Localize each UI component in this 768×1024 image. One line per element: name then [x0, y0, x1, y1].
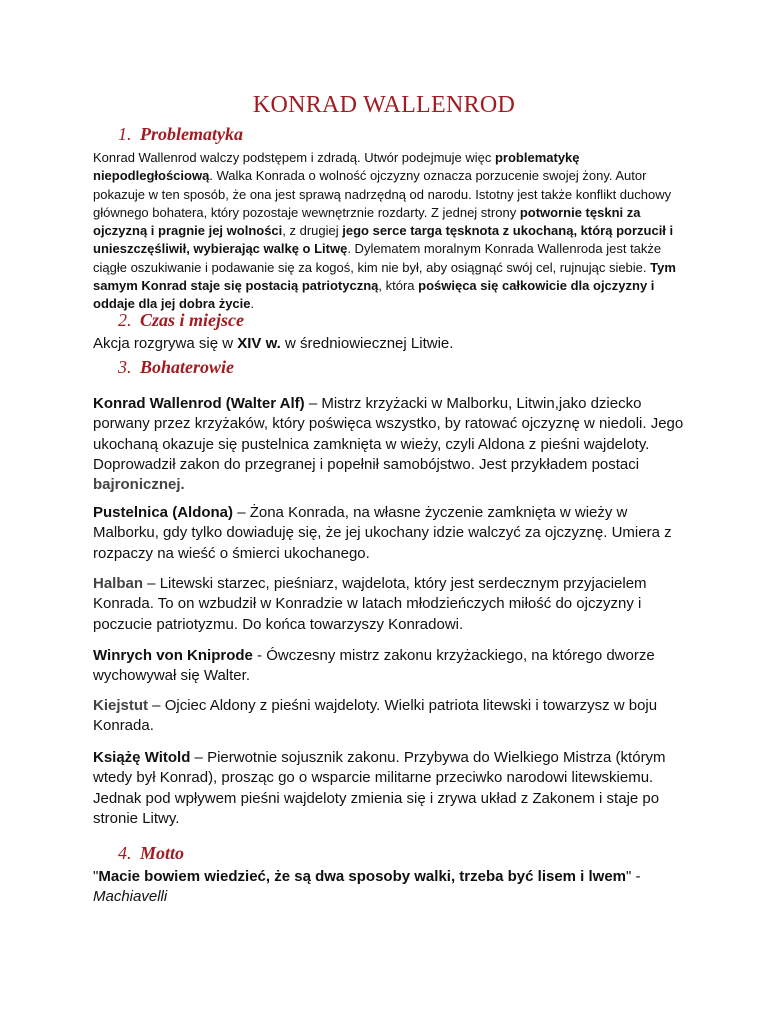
character-description: – Litewski starzec, pieśniarz, wajdelota, który jest serdecznym przyjacielem Konrada. To on wzbudził w Konradzie w latach młodzieńczych miłość do ojczyzny i poczucie patriotyzmu. Do końca towarzyszy Konradowi. — [93, 575, 647, 633]
character-name: Kiejstut — [93, 697, 149, 714]
text-run: , z drugiej — [282, 223, 343, 239]
bold-run: problematykę niepodległościową — [93, 150, 580, 184]
character-name: Winrych von Kniprode — [93, 647, 253, 664]
bold-run: jego serce targa tęsknota z ukochaną, którą porzucił i unieszczęśliwił, wybierając walkę o Litwę — [93, 223, 674, 257]
character-description: - Ówczesny mistrz zakonu krzyżackiego, na którego dworze wychowywał się Walter. — [93, 647, 655, 685]
character-description: – Ojciec Aldony z pieśni wajdeloty. Wielki patriota litewski i towarzysz w boju Konrada. — [93, 697, 658, 735]
section-heading-czas-i-miejsce — [118, 310, 244, 331]
text-run: Konrad Wallenrod walczy podstępem i zdradą. Utwór podejmuje więc — [93, 150, 495, 165]
section-title: Czas i miejsce — [140, 310, 244, 330]
character-name: Pustelnica (Aldona) — [93, 504, 234, 521]
bold-run: bajronicznej. — [93, 476, 185, 494]
section-number: 4. — [118, 843, 132, 863]
motto-quote — [93, 867, 683, 908]
text-run: . Walka Konrada o wolność ojczyzny oznacza porzucenie swojej żony. Autor pokazuje w ten sposób, że ona jest sprawą nadrzędną od narodu. Istotny jest także konflikt duchowy głównego bohatera, który pozostaje wewnętrznie rozdarty. Z jednej strony — [93, 168, 672, 220]
bold-run: Tym samym Konrad staje się postacią patriotyczną — [93, 259, 676, 294]
paragraph-problematyka — [93, 149, 683, 314]
quote-author: Machiavelli — [93, 888, 168, 906]
character-description: – Żona Konrada, na własne życzenie zamknięta w wieży w Malborku, gdy tylko dowiaduję się, że jej ukochany idzie walczyć za ojczyznę. Umiera z rozpaczy na wieść o śmierci ukochanego. — [93, 504, 672, 562]
section-number: 2. — [118, 310, 132, 330]
character-halban — [93, 574, 693, 635]
character-konrad-wallenrod — [93, 394, 693, 495]
section-heading-problematyka — [118, 124, 243, 145]
section-title: Bohaterowie — [140, 357, 235, 377]
character-name: Halban — [93, 575, 144, 592]
character-description: – Pierwotnie sojusznik zakonu. Przybywa do Wielkiego Mistrza (którym wtedy był Konrad), prosząc go o wsparcie militarne przeciwko narodowi litewskiemu. Jednak pod wpływem pieśni wajdeloty zmienia się i zrywa układ z Zakonem i staje po stronie Litwy. — [93, 749, 666, 827]
character-kiejstut — [93, 696, 693, 737]
section-number: 3. — [118, 357, 132, 377]
character-ksiaze-witold — [93, 748, 693, 829]
text-run: , która — [378, 278, 419, 294]
bold-run: XIV w. — [237, 335, 281, 352]
text-run: Akcja rozgrywa się w — [93, 335, 238, 352]
document-title: KONRAD WALLENROD — [252, 92, 516, 118]
character-description: – Mistrz krzyżacki w Malborku, Litwin,jako dziecko porwany przez krzyżaków, który poświęca wszystko, by ratować ojczyznę w niedoli. Jego ukochaną okazuje się pustelnica zamknięta w wieży, czyli Aldona z pieśni wajdeloty. Doprowadził zakon do przegranej i popełnił samobójstwo. Jest przykładem postaci — [93, 395, 684, 473]
section-heading-motto — [118, 843, 184, 864]
bold-run: potwornie tęskni za ojczyzną i pragnie jej wolności — [93, 204, 641, 239]
quote-mark-close: " — [626, 868, 632, 885]
section-title: Problematyka — [140, 124, 243, 144]
text-run: . Dylematem moralnym Konrada Wallenroda jest także ciągłe oszukiwanie i podawanie się za kogoś, kim nie był, aby osiągnąć swój cel, rujnując siebie. — [93, 241, 662, 275]
bold-run: poświęca się całkowicie dla ojczyzny i oddaje dla jej dobra życie — [93, 278, 655, 312]
paragraph-czas-i-miejsce — [93, 334, 693, 354]
character-name: Konrad Wallenrod (Walter Alf) — [93, 395, 305, 412]
separator: - — [631, 868, 641, 885]
section-heading-bohaterowie — [118, 357, 234, 378]
character-winrych-von-kniprode — [93, 646, 693, 687]
quote-text: Macie bowiem wiedzieć, że są dwa sposoby walki, trzeba być lisem i lwem — [98, 868, 627, 885]
text-run: w średniowiecznej Litwie. — [280, 335, 454, 352]
text-run: . — [250, 296, 255, 312]
quote-mark-open: " — [93, 868, 99, 885]
section-number: 1. — [118, 124, 132, 144]
character-pustelnica-aldona — [93, 503, 693, 564]
section-title: Motto — [140, 843, 185, 863]
character-name: Książę Witold — [93, 749, 191, 766]
